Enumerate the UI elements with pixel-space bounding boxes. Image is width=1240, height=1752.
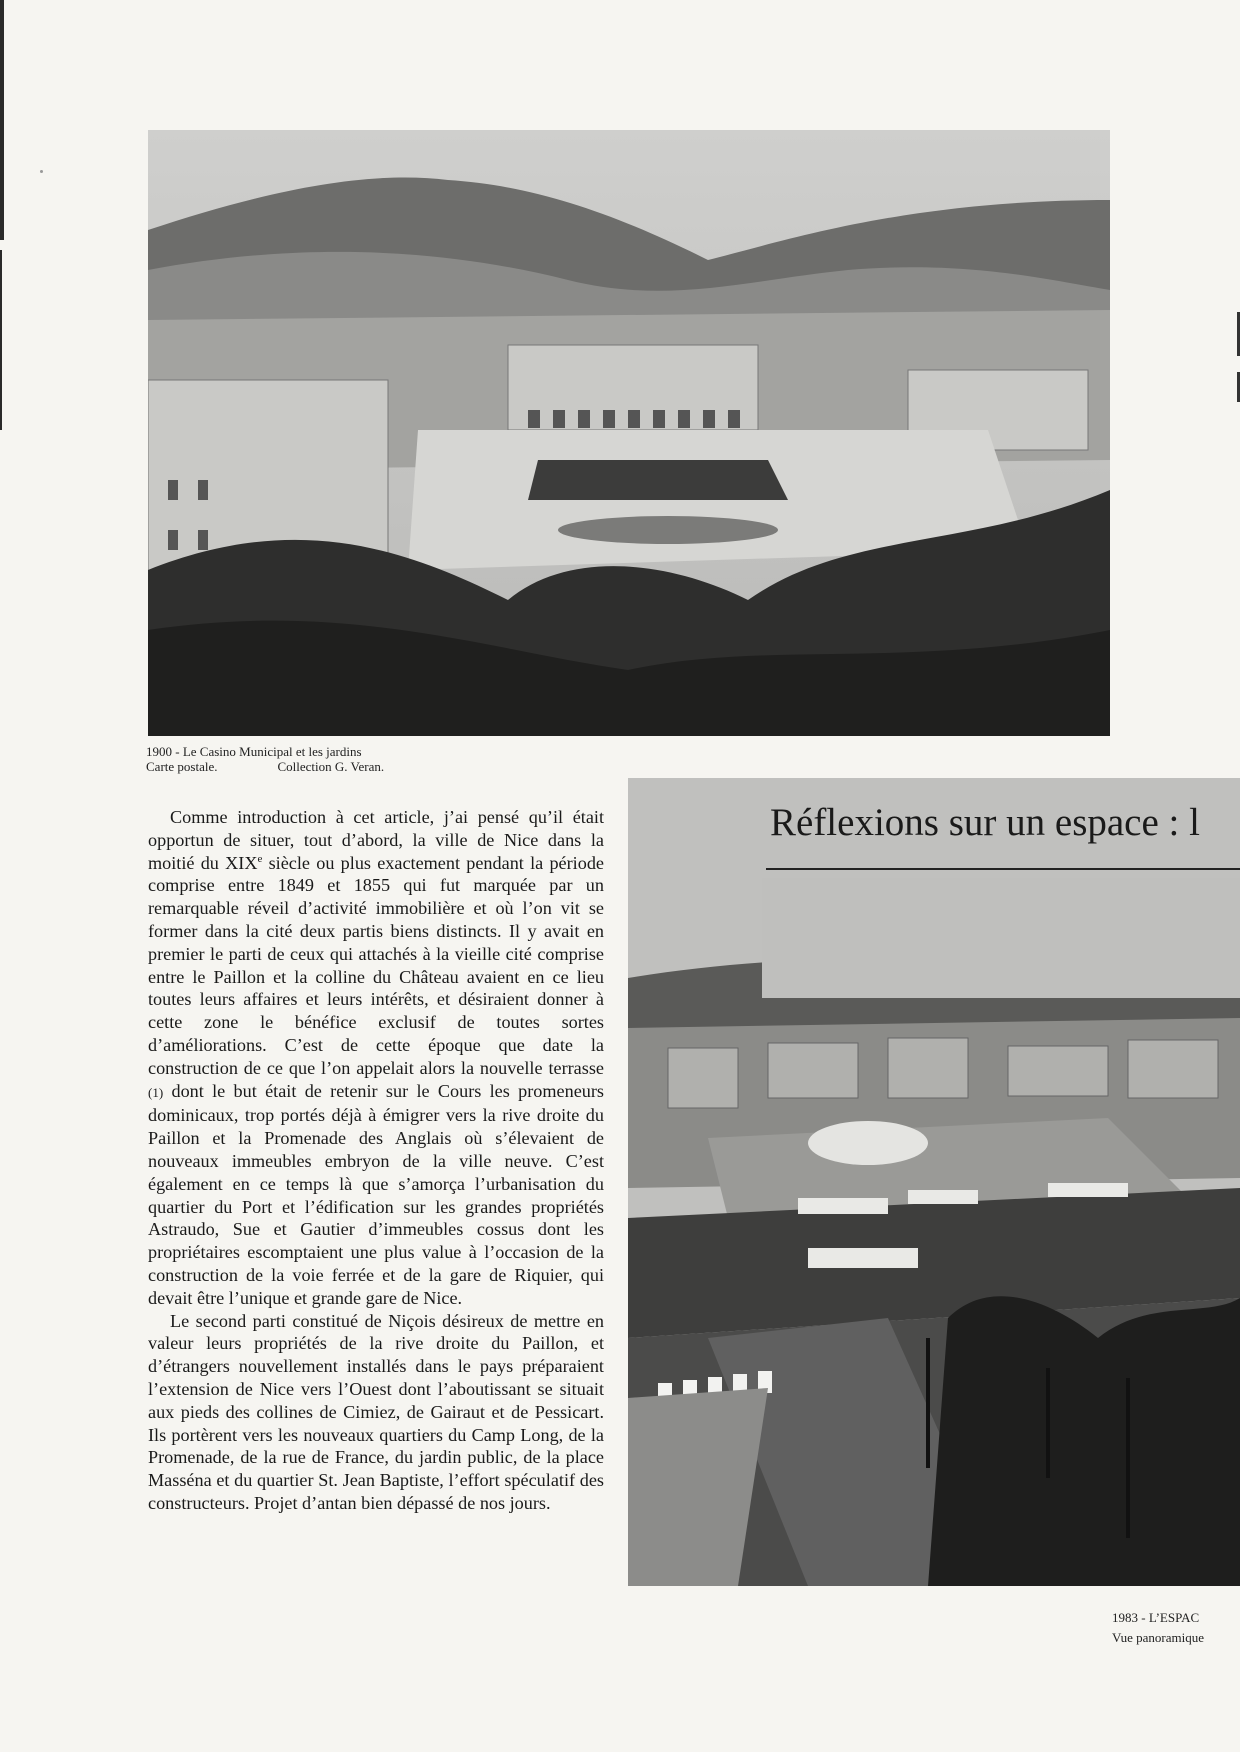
caption-line-2: [146, 759, 566, 774]
article-body: [148, 806, 604, 1515]
article-title: Réflexions sur un espace : l: [770, 801, 1200, 844]
paragraph-1-start: Comme introduction à cet article, j’ai pensé qu’il était opportun de situer, tout d’abord, la ville de Nice dans la moitié du XIX: [148, 807, 604, 873]
footnote-ref: (1): [148, 1084, 164, 1100]
paragraph-1-middle: siècle ou plus exactement pendant la période comprise entre 1849 et 1855 qui fut marquée par un remarquable réveil d’activité immobilière et où l’on vit se former dans la cité deux partis biens distincts. Il y avait en premier le parti de ceux qui attachés à la vieille cité comprise entre le Paillon et la colline du Château avaient en ce lieu toutes leurs affaires et leurs intérêts, et désiraient donner à cette zone le bénéfice exclusif de toutes sortes d’améliorations. C’est de cette époque que date la construction de ce que l’on appelait alors la nouvelle terrasse: [148, 852, 604, 1078]
photo-1900-caption: [146, 744, 566, 774]
title-rule: [766, 868, 1240, 870]
paragraph-1-end: dont le but était de retenir sur le Cours les promeneurs dominicaux, trop portés déjà à émigrer vers la rive droite du Paillon et la Promenade des Anglais où s’élevaient de nouveaux immeubles embryon de la ville neuve. C’est également en ce temps là que s’amorça l’urbanisation du quartier du Port et l’édification sur les grandes propriétés Astraudo, Sue et Gautier d’immeubles cossus dont les propriétaires escomptaient une plus value à l’occasion de la construction de la voie ferrée et de la gare de Riquier, qui devait être l’unique et grande gare de Nice.: [148, 1080, 604, 1308]
caption-source: Carte postale.: [146, 759, 218, 774]
caption-line-2: Vue panoramique: [1112, 1630, 1204, 1645]
paragraph-1: [148, 806, 604, 1310]
binding-edge-lower: [0, 250, 2, 430]
photo-1900-casino: [148, 130, 1110, 736]
paragraph-2: Le second parti constitué de Niçois désireux de mettre en valeur leurs propriétés de la rive droite du Paillon, et d’étrangers nouvellement installés dans le pays préparaient l’extension de Nice vers l’Ouest dont l’aboutissant se situait aux pieds des collines de Cimiez, de Gairaut et de Pessicart. Ils portèrent vers les nouveaux quartiers du Camp Long, de la Promenade, de la rue de France, du jardin public, de la place Masséna et du quartier St. Jean Baptiste, l’effort spéculatif des constructeurs. Projet d’antan bien dépassé de nos jours.: [148, 1310, 604, 1513]
photo-1983-sky-area: [762, 878, 1240, 998]
speck: [40, 170, 43, 173]
caption-line-1: 1900 - Le Casino Municipal et les jardins: [146, 744, 362, 759]
binding-edge: [0, 0, 4, 240]
caption-credit: Collection G. Veran.: [277, 759, 385, 774]
caption-line-1: 1983 - L’ESPAC: [1112, 1610, 1200, 1625]
photo-1983-caption: [1112, 1608, 1240, 1648]
superscript: e: [257, 852, 263, 865]
